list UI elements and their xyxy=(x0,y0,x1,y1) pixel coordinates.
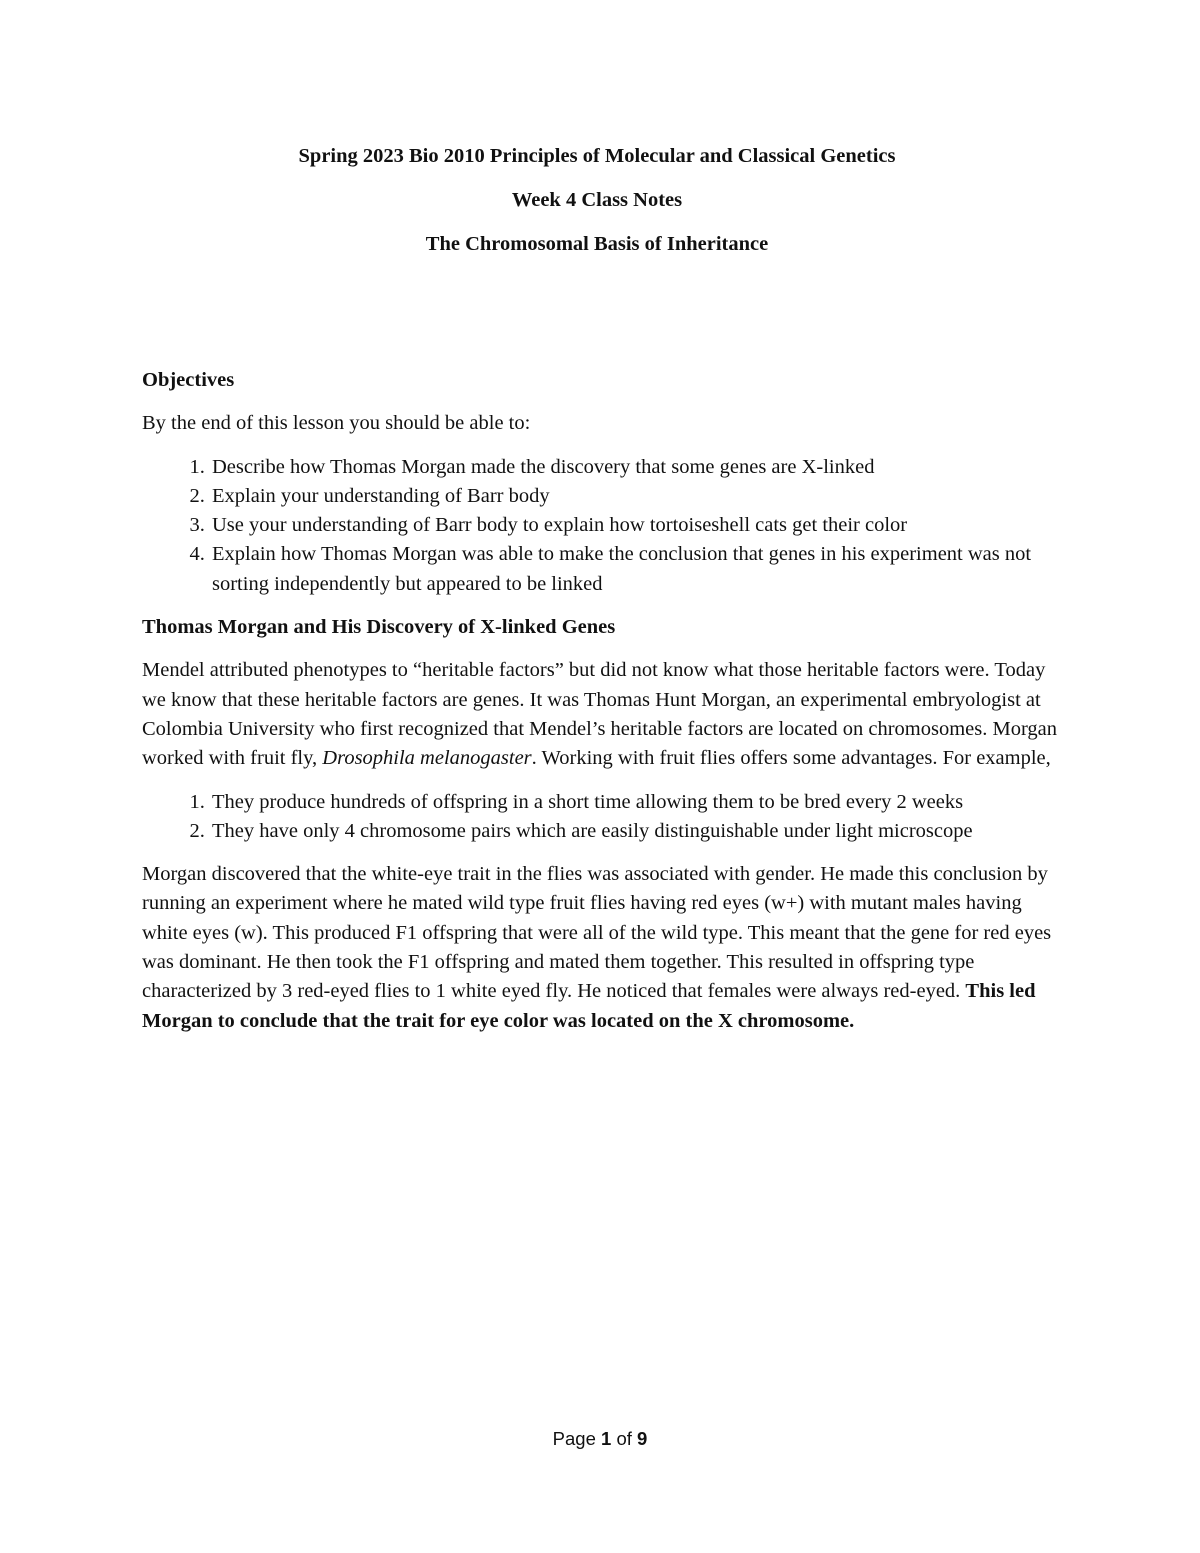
course-title: Spring 2023 Bio 2010 Principles of Molecular and Classical Genetics xyxy=(298,145,896,167)
current-page-number: 1 xyxy=(601,1428,612,1449)
advantages-list xyxy=(142,788,1062,847)
page-word: Page xyxy=(552,1428,596,1449)
objectives-heading: Objectives xyxy=(142,369,235,391)
week-title: Week 4 Class Notes xyxy=(511,189,683,211)
objectives-intro: By the end of this lesson you should be able to: xyxy=(142,412,531,435)
objectives-list xyxy=(142,453,1062,599)
conclusion-text: This led Morgan to conclude that the trait for eye color was located on the X chromosome. xyxy=(142,980,1036,1032)
of-word: of xyxy=(616,1428,632,1449)
paragraph-mendel xyxy=(142,656,1062,773)
topic-title: The Chromosomal Basis of Inheritance xyxy=(425,233,769,255)
paragraph-experiment xyxy=(142,860,1062,1036)
list-item: 2. They have only 4 chromosome pairs which are easily distinguishable under light microscope xyxy=(210,817,1062,846)
section-heading: Thomas Morgan and His Discovery of X-linked Genes xyxy=(142,616,616,639)
list-item: 1. Describe how Thomas Morgan made the discovery that some genes are X-linked xyxy=(210,453,1062,482)
species-name: Drosophila melanogaster xyxy=(322,747,532,770)
list-item: 2. Explain your understanding of Barr body xyxy=(210,482,1062,511)
list-item: 3. Use your understanding of Barr body to explain how tortoiseshell cats get their color xyxy=(210,511,1062,540)
document-body xyxy=(142,366,1062,1050)
list-item: 4. Explain how Thomas Morgan was able to make the conclusion that genes in his experiment was not sorting independently but appeared to be linked xyxy=(210,540,1062,599)
paragraph-text: Mendel attributed phenotypes to “heritable factors” but did not know what those heritable factors were. Today we know that these heritable factors are genes. It was Thomas Hunt Morgan, an experimental embryologist at Colombia University who first recognized that Mendel’s heritable factors are located on chromosomes. Morgan worked with fruit fly, xyxy=(142,659,1058,770)
paragraph-text: Morgan discovered that the white-eye trait in the flies was associated with gender. He made this conclusion by running an experiment where he mated wild type fruit flies having red eyes (w+) with mutant males having white eyes (w). This produced F1 offspring that were all of the wild type. This meant that the gene for red eyes was dominant. He then took the F1 offspring and mated them together. This resulted in offspring type characterized by 3 red-eyed flies to 1 white eyed fly. He noticed that females were always red-eyed. xyxy=(142,863,1052,1003)
page-footer xyxy=(0,1428,1200,1450)
title-block xyxy=(142,142,1052,274)
list-item: 1. They produce hundreds of offspring in a short time allowing them to be bred every 2 weeks xyxy=(210,788,1062,817)
total-pages-number: 9 xyxy=(637,1428,648,1449)
paragraph-text: . Working with fruit flies offers some advantages. For example, xyxy=(531,747,1051,770)
